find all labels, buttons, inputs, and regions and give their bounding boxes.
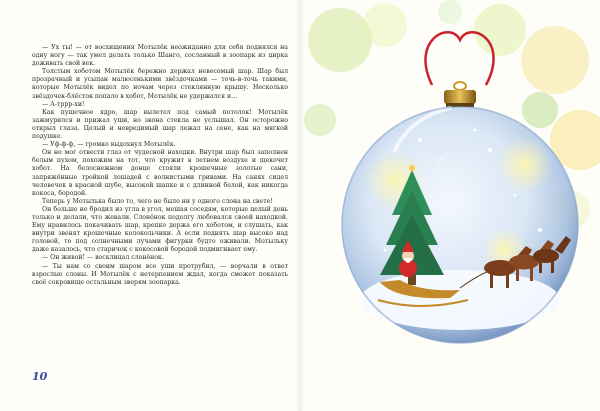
ornament-cap [444, 82, 476, 107]
paragraph: Он больше не бродил из угла в угол, мешая соседям, которые целый день только и делали, что жевали. Слонёнок подолгу любовался своей находкой. Ему нравилось покачивать шар, крепко держа его хоботом, и слушать, как внутри звенят крошечные колокольчики. А если поднять шар высоко над головой, то под солнечными лучами фигурки будто оживали. Мотыльку даже казалось, что старичок с кокосовой бородой подмигивает ему. [32, 205, 288, 254]
paragraph: Теперь у Мотылька было то, чего не было ни у одного слона на свете! [42, 197, 273, 205]
page-number: 10 [32, 370, 48, 383]
paragraph: — Уф-ф-ф, — громко выдохнул Мотылёк. [42, 141, 176, 149]
paragraph: — Он живой! — восклицал слонёнок. [42, 254, 164, 262]
ornament-illustration [300, 0, 600, 411]
paragraph: Как пушечное ядро, шар вылетел под самый потолок! Мотылёк зажмурился и прижал уши, но звона стекла не услышал. Он осторожно открыл глаза. Целый и невредимый шар лежал на сене, как на мягкой подушке. [32, 108, 288, 141]
paragraph: — А-тррр-хи! [42, 100, 85, 108]
right-page [300, 0, 600, 411]
story-text [32, 44, 288, 287]
paragraph: — Ты нам со своим шаром все уши протрубил, — ворчали в ответ взрослые слоны. И Мотылёк с нетерпением ждал, когда сможет показать своё сокровище остальным зверям зоопарка. [32, 262, 288, 286]
paragraph: — Ух ты! — от восхищения Мотылёк неожиданно для себя поднялся на одну ногу — так умел делать только Шанго, сосланный в зоопарк из цирка доживать свой век. [32, 44, 288, 68]
paragraph: Он не мог отвести глаз от чудесной находки. Внутри шар был заполнен белым пухом, похожим на тот, что кружит в летнем воздухе и щекочет хобот. На белоснежном донце стояли крошечные золотые сани, запряжённые тройкой лошадей с волнистыми гривами. На санях сидел человечек в красной шубе, высокой шапке и с длинной белой, как никогда кокоса, бородой. [32, 149, 288, 197]
paragraph: Толстым хоботом Мотылёк бережно держал невесомый шар. Шар был прозрачный и усыпан малюсенькими звёздочками — точь-в-точь такими, которые Мотылёк видел по ночам через стеклянную крышу. Несколько звёздочек-блёсток попало в хобот, Мотылёк не удержался и… [32, 68, 288, 100]
book-gutter [296, 0, 304, 411]
